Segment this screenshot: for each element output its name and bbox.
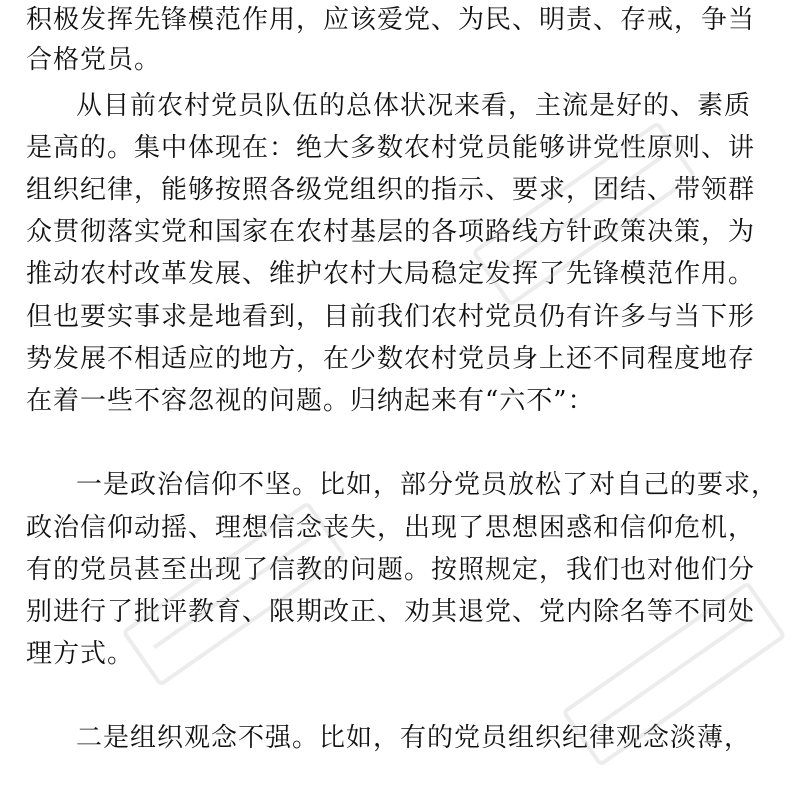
text-line: 势发展不相适应的地方，在少数农村党员身上还不同程度地存	[26, 344, 756, 374]
text-line: 积极发挥先锋模范作用，应该爱党、为民、明责、存戒，争当	[26, 5, 756, 35]
text-line: 在着一些不容忽视的问题。归纳起来有“六不”：	[26, 386, 595, 416]
paragraph-first-line: 从目前农村党员队伍的总体状况来看，主流是好的、素质	[76, 91, 752, 121]
paragraph-first-line: 一是政治信仰不坚。比如，部分党员放松了对自己的要求，	[76, 470, 779, 500]
text-line: 政治信仰动摇、理想信念丧失，出现了思想困惑和信仰危机，	[26, 513, 756, 543]
text-line: 推动农村改革发展、维护农村大局稳定发挥了先锋模范作用。	[26, 259, 756, 289]
paragraph-first-line: 二是组织观念不强。比如，有的党员组织纪律观念淡薄，	[76, 723, 752, 753]
text-line: 有的党员甚至出现了信教的问题。按照规定，我们也对他们分	[26, 555, 756, 585]
text-line: 理方式。	[26, 639, 135, 669]
text-line: 合格党员。	[26, 45, 162, 75]
text-line: 但也要实事求是地看到，目前我们农村党员仍有许多与当下形	[26, 302, 756, 332]
text-line: 组织纪律，能够按照各级党组织的指示、要求，团结、带领群	[26, 175, 756, 205]
text-line: 是高的。集中体现在：绝大多数农村党员能够讲党性原则、讲	[26, 133, 756, 163]
text-line: 别进行了批评教育、限期改正、劝其退党、党内除名等不同处	[26, 597, 756, 627]
text-line: 众贯彻落实党和国家在农村基层的各项路线方针政策决策，为	[26, 217, 756, 247]
